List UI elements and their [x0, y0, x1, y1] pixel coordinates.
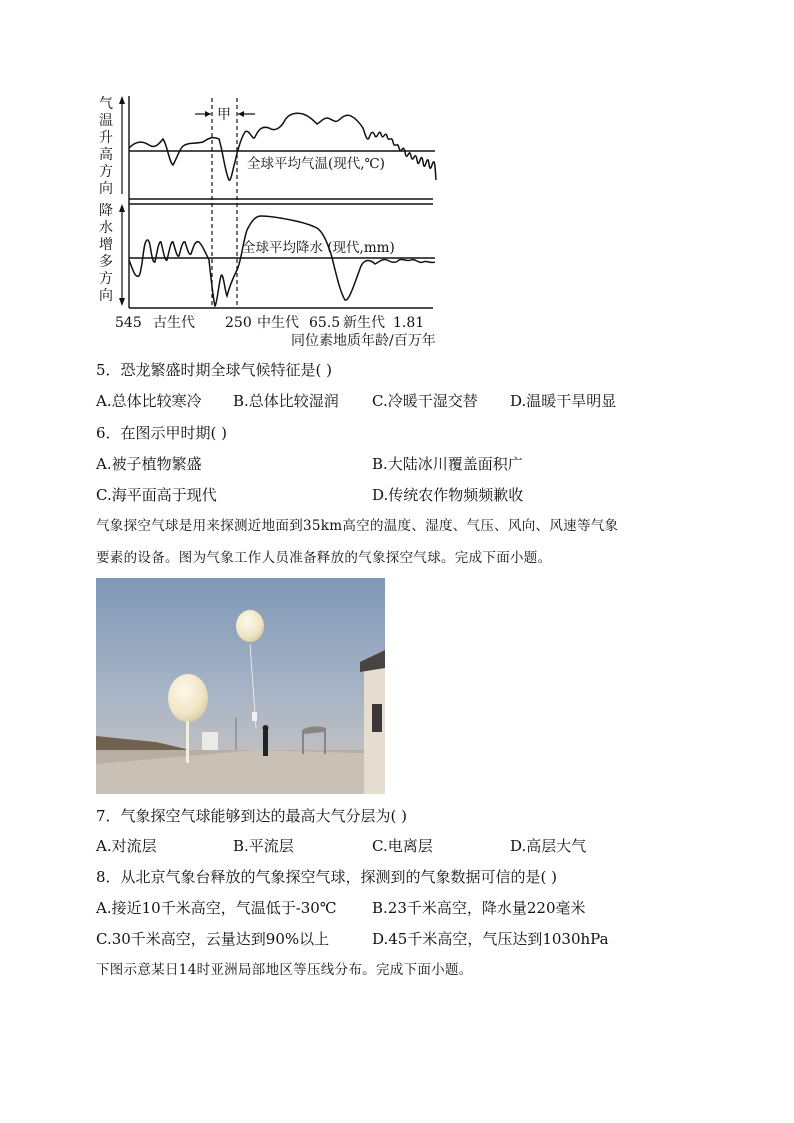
- bottom-axis-char: 增: [99, 237, 113, 253]
- q6-option-a: A.被子植物繁盛: [96, 455, 202, 473]
- q6-option-d: D.传统农作物频频歉收: [372, 486, 524, 504]
- top-axis-char: 高: [99, 147, 113, 163]
- jia-arrowhead-left: [205, 111, 211, 117]
- q8-option-d: D.45千米高空，气压达到1030hPa: [372, 930, 609, 948]
- q5-option-c: C.冷暖干湿交替: [372, 392, 478, 410]
- q8-stem: 8．从北京气象台释放的气象探空气球，探测到的气象数据可信的是( ): [96, 868, 558, 886]
- bottom-axis-char: 降: [99, 203, 113, 219]
- balloon-upper: [236, 610, 264, 642]
- person: [263, 730, 268, 756]
- precipitation-curve: [129, 216, 435, 306]
- temperature-axis-label: [99, 96, 113, 197]
- passage-line: 气象探空气球是用来探测近地面到35km高空的温度、湿度、气压、风向、风速等气象: [96, 518, 619, 534]
- distant-structure: [202, 732, 218, 750]
- bottom-axis-char: 多: [99, 254, 113, 270]
- top-axis-char: 方: [99, 164, 113, 180]
- x-tick: 1.81: [393, 315, 425, 331]
- photo-illustration: [96, 578, 385, 794]
- x-tick: 新生代: [343, 315, 385, 331]
- q5-option-a: A.总体比较寒冷: [96, 392, 202, 410]
- precip-axis-arrowhead-top: [119, 204, 125, 212]
- jia-label: 甲: [217, 107, 231, 123]
- q7-option-d: D.高层大气: [510, 837, 587, 855]
- balloon-lower-stem: [186, 721, 189, 763]
- building-window: [372, 704, 382, 732]
- q7-option-b: B.平流层: [233, 837, 294, 855]
- sonde: [252, 712, 257, 721]
- x-tick: 中生代: [257, 315, 299, 331]
- precip-reference-label: 全球平均降水 (现代,mm): [242, 240, 395, 256]
- jia-arrowhead-right: [238, 111, 244, 117]
- temp-axis-arrowhead: [119, 96, 125, 104]
- q5-option-d: D.温暖干旱明显: [510, 392, 617, 410]
- q8-option-c: C.30千米高空，云量达到90%以上: [96, 930, 330, 948]
- q5-option-b: B.总体比较湿润: [233, 392, 339, 410]
- q7-stem: 7．气象探空气球能够到达的最高大气分层为( ): [96, 807, 408, 825]
- passage-line: 下图示意某日14时亚洲局部地区等压线分布。完成下面小题。: [96, 962, 473, 978]
- balloon-lower: [168, 674, 208, 722]
- temp-reference-label: 全球平均气温(现代,℃): [247, 156, 385, 172]
- q8-option-a: A.接近10千米高空，气温低于-30℃: [96, 899, 337, 917]
- q7-option-c: C.电离层: [372, 837, 433, 855]
- precipitation-axis-label: [99, 203, 113, 304]
- top-axis-char: 温: [99, 113, 113, 129]
- person-head: [263, 725, 269, 731]
- x-tick: 65.5: [309, 315, 341, 331]
- x-axis-caption: 同位素地质年龄/百万年: [291, 333, 436, 349]
- climate-history-figure: [95, 92, 455, 354]
- q6-option-b: B.大陆冰川覆盖面积广: [372, 455, 523, 473]
- top-axis-char: 升: [99, 130, 113, 146]
- x-tick: 545: [115, 315, 142, 331]
- bottom-axis-char: 方: [99, 271, 113, 287]
- q5-stem: 5．恐龙繁盛时期全球气候特征是( ): [96, 361, 333, 379]
- weather-balloon-photo: [96, 578, 385, 794]
- bottom-axis-char: 向: [99, 288, 113, 304]
- passage-line: 要素的设备。图为气象工作人员准备释放的气象探空气球。完成下面小题。: [96, 550, 552, 566]
- q7-option-a: A.对流层: [96, 837, 157, 855]
- x-tick: 古生代: [153, 315, 195, 331]
- bottom-axis-char: 水: [99, 220, 113, 236]
- x-tick: 250: [225, 315, 252, 331]
- q6-option-c: C.海平面高于现代: [96, 486, 217, 504]
- top-axis-char: 向: [99, 181, 113, 197]
- precip-axis-arrowhead-bottom: [119, 298, 125, 306]
- top-axis-char: 气: [99, 96, 113, 112]
- q8-option-b: B.23千米高空，降水量220毫米: [372, 899, 586, 917]
- q6-stem: 6．在图示甲时期( ): [96, 424, 228, 442]
